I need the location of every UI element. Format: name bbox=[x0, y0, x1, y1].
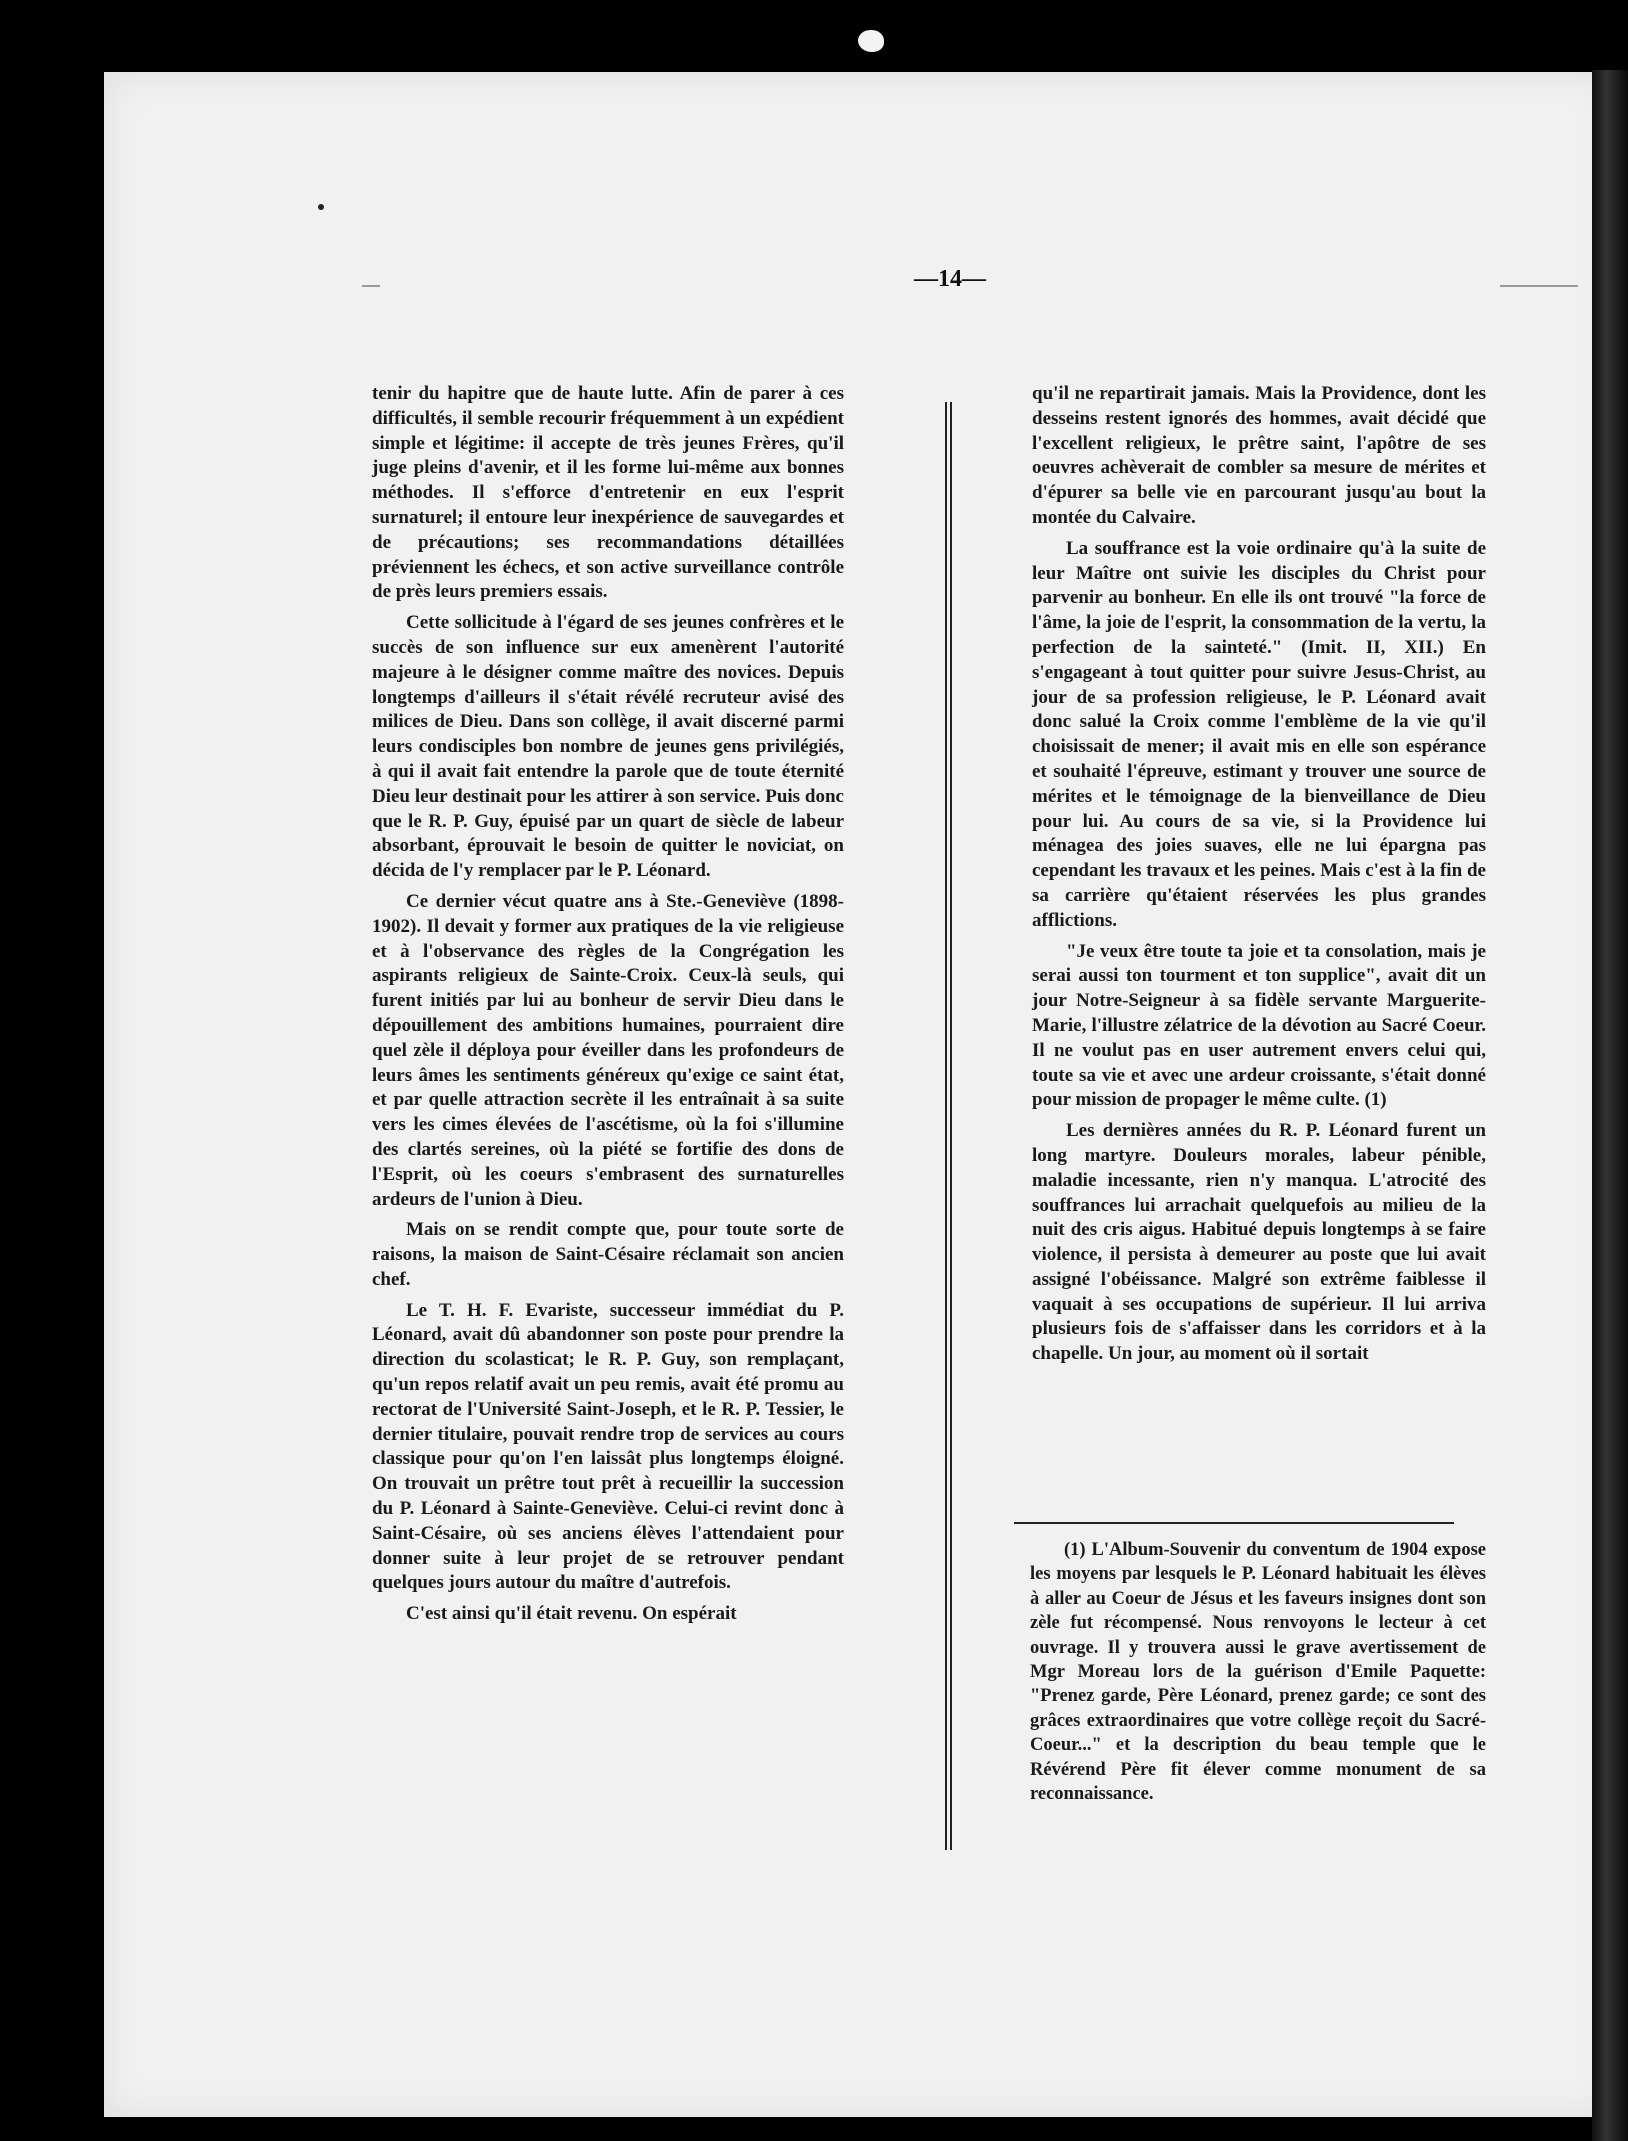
footnote-text: (1) L'Album-Souvenir du conventum de 1904 expose les moyens par lesquels le P. Léonard habituait les élèves à aller au Coeur de Jésus et les faveurs insignes dont son zèle fut récompensé. Nous renvoyons le lecteur à cet ouvrage. Il y trouvera aussi le grave avertissement de Mgr Moreau lors de la guérison d'Emile Paquette: "Prenez garde, Père Léonard, prenez garde; ce sont des grâces extraordinaires que votre collège reçoit du Sacré-Coeur..." et la description du beau temple que le Révérend Père fit élever comme monument de sa reconnaissance. bbox=[1030, 1540, 1486, 1805]
scan-artifact bbox=[858, 30, 884, 52]
scan-border-right bbox=[1592, 70, 1628, 2141]
footnote bbox=[1030, 1538, 1486, 1806]
footnote-rule bbox=[1014, 1522, 1454, 1524]
right-column bbox=[1032, 382, 1486, 1373]
margin-mark-right bbox=[1500, 285, 1578, 287]
paragraph: Le T. H. F. Evariste, successeur immédiat du P. Léonard, avait dû abandonner son poste pour prendre la direction du scolasticat; le R. P. Guy, son remplaçant, qu'un repos relatif avait un peu remis, avait été promu au rectorat de l'Université Saint-Joseph, et le R. P. Tessier, le dernier titulaire, pouvait rendre trop de services au cours classique pour qu'on l'en laissât plus longtemps éloigné. On trouvait un prêtre tout prêt à recueillir la succession du P. Léonard à Sainte-Geneviève. Celui-ci revint donc à Saint-Césaire, où ses anciens élèves l'attendaient pour donner suite à leur projet de se retrouver pendant quelques jours autour du maître d'autrefois. bbox=[372, 1299, 844, 1594]
paragraph: qu'il ne repartirait jamais. Mais la Providence, dont les desseins restent ignorés des hommes, avait décidé que l'excellent religieux, le prêtre saint, l'apôtre de ses oeuvres achèverait de combler sa mesure de mérites et d'épurer sa belle vie en parcourant jusqu'au bout la montée du Calvaire. bbox=[1032, 383, 1486, 528]
margin-mark-left bbox=[362, 285, 380, 287]
paragraph: Cette sollicitude à l'égard de ses jeunes confrères et le succès de son influence sur eux amenèrent l'autorité majeure à le désigner comme maître des novices. Depuis longtemps d'ailleurs il s'était révélé recruteur avisé des milices de Dieu. Dans son collège, il avait discerné parmi leurs condisciples bon nombre de jeunes gens privilégiés, à qui il avait fait entendre la parole que de toute éternité Dieu leur destinait pour les attirer à son service. Puis donc que le R. P. Guy, épuisé par un quart de siècle de labeur absorbant, éprouvait le besoin de quitter le noviciat, on décida de l'y remplacer par le P. Léonard. bbox=[372, 612, 844, 882]
paragraph: "Je veux être toute ta joie et ta consolation, mais je serai aussi ton tourment et ton supplice", avait dit un jour Notre-Seigneur à sa fidèle servante Marguerite-Marie, l'illustre zélatrice de la dévotion au Sacré Coeur. Il ne voulut pas en user autrement envers celui qui, toute sa vie et avec une ardeur croissante, s'était donné pour mission de propager le même culte. (1) bbox=[1032, 940, 1486, 1111]
page-number: —14— bbox=[914, 266, 986, 292]
paragraph: Les dernières années du R. P. Léonard furent un long martyre. Douleurs morales, labeur pénible, maladie incessante, rien n'y manqua. L'atrocité des souffrances lui arrachait quelquefois au milieu de la nuit des cris aigus. Habitué depuis longtemps à se faire violence, il persista à demeurer au poste que lui avait assigné l'obéissance. Malgré son extrême faiblesse il vaquait à ses occupations de supérieur. Il lui arriva plusieurs fois de s'affaisser dans les corridors et à la chapelle. Un jour, au moment où il sortait bbox=[1032, 1120, 1486, 1365]
paragraph: tenir du hapitre que de haute lutte. Afin de parer à ces difficultés, il semble recourir fréquemment à un expédient simple et légitime: il accepte de très jeunes Frères, qu'il juge pleins d'avenir, et il les forme lui-même aux bonnes méthodes. Il s'efforce d'entretenir en eux l'esprit surnaturel; il entoure leur inexpérience de sauvegardes et de précautions; ses recommandations détaillées préviennent les échecs, et son active surveillance contrôle de près leurs premiers essais. bbox=[372, 383, 844, 603]
paragraph: Ce dernier vécut quatre ans à Ste.-Geneviève (1898-1902). Il devait y former aux pratiques de la vie religieuse et à l'observance des règles de la Congrégation les aspirants religieux de Sainte-Croix. Ceux-là seuls, qui furent initiés par lui au bonheur de servir Dieu dans le dépouillement des ambitions humaines, pourraient dire quel zèle il déploya pour éveiller dans les profondeurs de leurs âmes les sentiments généreux qu'exige ce saint état, et par quelle attraction secrète il les entraînait à sa suite vers les cimes élevées de l'ascétisme, où la foi s'illumine des clartés sereines, où la piété se fortifie des dons de l'Esprit, où les coeurs s'embrasent des surnaturelles ardeurs de l'union à Dieu. bbox=[372, 890, 844, 1210]
left-column bbox=[372, 382, 844, 1633]
scan-speck bbox=[318, 204, 324, 210]
paragraph: C'est ainsi qu'il était revenu. On espérait bbox=[406, 1603, 737, 1625]
paragraph: Mais on se rendit compte que, pour toute sorte de raisons, la maison de Saint-Césaire réclamait son ancien chef. bbox=[372, 1219, 844, 1290]
paragraph: La souffrance est la voie ordinaire qu'à la suite de leur Maître ont suivie les disciples du Christ pour parvenir au bonheur. En elle ils ont trouvé "la force de l'âme, la joie de l'esprit, la consommation de la vertu, la perfection de la sainteté." (Imit. II, XII.) En s'engageant à tout quitter pour suivre Jesus-Christ, au jour de sa profession religieuse, le P. Léonard avait donc salué la Croix comme l'emblème de la vie qu'il choisissait de mener; il avait mis en elle son espérance et souhaité l'épreuve, estimant y trouver une source de mérites et le témoignage de la bienveillance de Dieu pour lui. Au cours de sa vie, si la Providence lui ménagea des joies suaves, elle ne lui épargna pas cependant les travaux et les peines. Mais c'est à la fin de sa carrière qu'étaient réservées les plus grandes afflictions. bbox=[1032, 537, 1486, 931]
column-divider bbox=[945, 402, 952, 1850]
